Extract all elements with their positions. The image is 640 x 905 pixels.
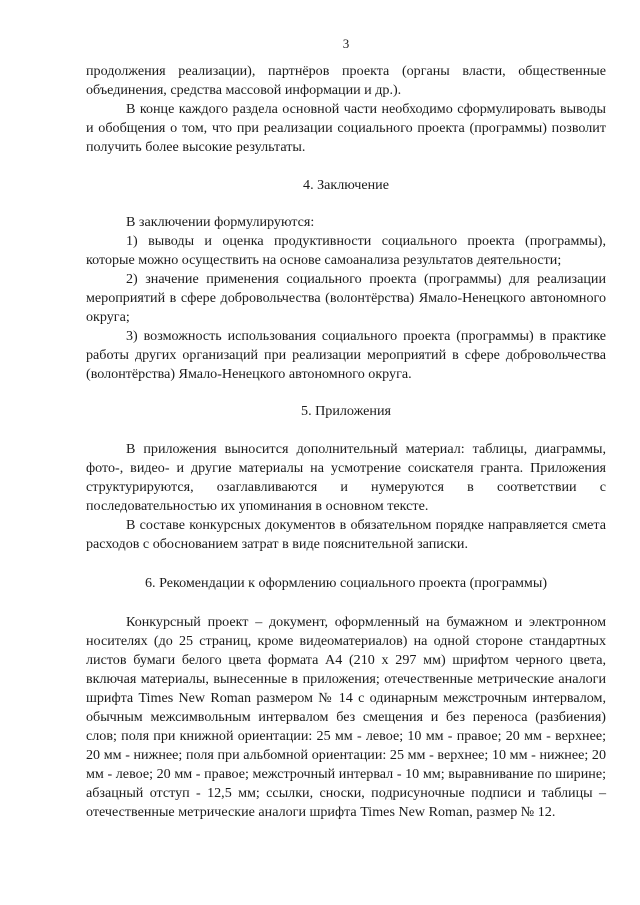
page-number: 3	[342, 36, 350, 51]
section-6-paragraph: Конкурсный проект – документ, оформленный на бумажном и электронном носителях (до 25 страниц, кроме видеоматериалов) на одной стороне стандартных листов бумаги белого цвета формата А4 (210 x 297 мм) шрифтом черного цвета, включая материалы, вынесенные в приложения; отечественные метрические аналоги шрифта Times New Roman размером № 14 с одинарным межстрочным интервалом, обычным межсимвольным интервалом без смещения и без переноса (разбиения) слов; поля при книжной ориентации: 25 мм - левое; 10 мм - правое; 20 мм - верхнее; 20 мм - нижнее; поля при альбомной ориентации: 25 мм - верхнее; 10 мм - нижнее; 20 мм - левое; 20 мм - правое; межстрочный интервал - 10 мм; выравнивание по ширине; абзацный отступ - 12,5 мм; ссылки, сноски, подрисуночные подписи и таблицы – отечественные метрические аналоги шрифта Times New Roman, размер № 12.	[86, 614, 606, 820]
section-5-title: 5. Приложения	[301, 403, 391, 419]
document-page	[86, 34, 606, 822]
section-4-item-1: 1) выводы и оценка продуктивности социального проекта (программы), которые можно осуществить на основе самоанализа результатов деятельности;	[86, 233, 606, 268]
section-4-title: 4. Заключение	[303, 177, 389, 193]
section-4-item-3: 3) возможность использования социального проекта (программы) в практике работы других организаций при реализации мероприятий в сфере добровольчества (волонтёрства) Ямало-Ненецкого автономного округа.	[86, 328, 606, 382]
section-5-paragraph-2: В составе конкурсных документов в обязательном порядке направляется смета расходов с обоснованием затрат в виде пояснительной записки.	[86, 517, 606, 552]
intro-continuation-paragraph: продолжения реализации), партнёров проекта (органы власти, общественные объединения, средства массовой информации и др.).	[86, 63, 606, 98]
section-4-item-2: 2) значение применения социального проекта (программы) для реализации мероприятий в сфере добровольчества (волонтёрства) Ямало-Ненецкого автономного округа;	[86, 271, 606, 325]
section-4-lead: В заключении формулируются:	[126, 214, 315, 230]
section-6-title: 6. Рекомендации к оформлению социального проекта (программы)	[144, 575, 548, 591]
intro-conclusion-paragraph: В конце каждого раздела основной части необходимо сформулировать выводы и обобщения о том, что при реализации социального проекта (программы) позволит получить более высокие результаты.	[86, 101, 606, 155]
section-5-paragraph-1: В приложения выносится дополнительный материал: таблицы, диаграммы, фото-, видео- и другие материалы на усмотрение соискателя гранта. Приложения структурируются, озаглавливаются и нумеруются в соответствии с последовательностью их упоминания в основном тексте.	[86, 441, 606, 514]
